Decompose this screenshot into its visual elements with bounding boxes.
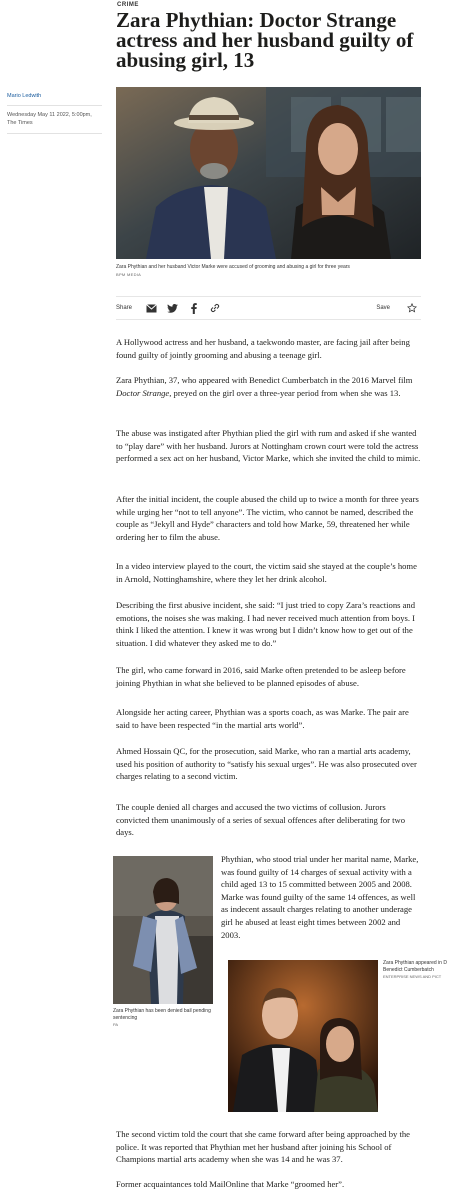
inline-image-phythian [113,856,213,1004]
paragraph [116,374,421,399]
hero-image [116,87,421,259]
hero-caption-text: Zara Phythian and her husband Victor Marke were accused of grooming and abusing a girl for three years [116,264,350,270]
paragraph: A Hollywood actress and her husband, a taekwondo master, are facing jail after being found guilty of jointly grooming and abusing a teenage girl. [116,337,410,360]
facebook-icon[interactable] [188,303,199,314]
paragraph: The girl, who came forward in 2016, said Marke often pretended to be asleep before joining Phythian in what she believed to be planned episodes of abuse. [116,665,406,688]
paragraph: Former acquaintances told MailOnline that Marke “groomed her”. [116,1179,345,1189]
mail-icon[interactable] [146,303,157,314]
byline [7,93,102,134]
share-label: Share [116,305,133,311]
paragraph: After the initial incident, the couple abused the child up to twice a month for three years while urging her “not to tell anyone”. The victim, who cannot be named, described the couple as “Jekyll and Hyde” characters and told how Marke, 59, threatened her while ordering her to film the abuse. [116,494,419,542]
inline-caption-2-text: Zara Phythian appeared in D [383,960,447,966]
section-kicker[interactable]: CRIME [117,2,139,8]
paragraph: In a video interview played to the court, the victim said she stayed at the couple’s home in Arnold, Nottinghamshire, where they let her drink alcohol. [116,561,417,584]
paragraph: Describing the first abusive incident, she said: “I just tried to copy Zara’s reactions and emotions, the noises she was making. I had never received much attention from boys. I think I liked the attention. I knew it was wrong but I didn’t know how to get out of the situation. I did whatever they asked me to do.” [116,600,416,648]
paragraph-text: , preyed on the girl over a three-year period from when she was 13. [169,387,401,398]
article-headline: Zara Phythian: Doctor Strange actress and her husband guilty of abusing girl, 13 [116,8,414,72]
paragraph: The abuse was instigated after Phythian plied the girl with rum and asked if she wanted to “play dare” with her husband. Jurors at Nottingham crown court were told the actress performed a sex act on her husband, Victor Marke, which she invited the child to mimic. [116,428,421,464]
paragraph-text: Zara Phythian, 37, who appeared with Benedict Cumberbatch in the 2016 Marvel film [116,375,413,385]
inline-caption-2-text-2: Benedict Cumberbatch [383,966,434,973]
hero-credit: BPM MEDIA [116,272,142,277]
inline-caption-1 [113,1008,213,1029]
hero-caption [116,264,421,277]
film-title: Doctor Strange [116,387,170,398]
dateline [7,112,102,134]
link-icon[interactable] [209,303,220,314]
star-icon[interactable] [406,303,417,314]
paragraph: Ahmed Hossain QC, for the prosecution, said Marke, who ran a martial arts academy, used his position of authority to “satisfy his sexual urges”. He was also prosecuted over charges relating to a second victim. [116,746,417,782]
publication-name: The Times [7,119,33,126]
save-group [376,303,421,314]
paragraph: The second victim told the court that she came forward after being approached by the police. It was reported that Phythian met her husband after joining his School of Champions martial arts academy when she was 14 and he was 37. [116,1129,410,1165]
share-bar [116,296,421,320]
paragraph: Alongside her acting career, Phythian was a sports coach, as was Marke. The pair are said to have been respected “in the martial arts world”. [116,707,409,730]
save-label[interactable]: Save [376,305,390,311]
inline-caption-1-text: Zara Phythian has been denied bail pending sentencing [113,1008,211,1021]
publish-date: Wednesday May 11 2022, 5:00pm, [7,112,92,118]
inline-credit-2: ENTERPRISE NEWS AND PICT [383,974,442,979]
twitter-icon[interactable] [167,303,178,314]
inline-credit-1: PA [113,1022,119,1027]
author-link[interactable]: Mario Ledwith [7,93,102,106]
paragraph: Phythian, who stood trial under her marital name, Marke, was found guilty of 14 charges of sexual activity with a child aged 13 to 15 committed between 2005 and 2008. Marke was found guilty of the same 14 offences, as well as indecent assault charges relating to another underage girl he abused at least eight times between 2002 and 2003. [221,854,419,940]
inline-image-premiere [228,960,378,1112]
inline-caption-2 [383,960,467,981]
paragraph: The couple denied all charges and accused the two victims of collusion. Jurors convicted them unanimously of a series of sexual offences after deliberating for two days. [116,802,406,838]
